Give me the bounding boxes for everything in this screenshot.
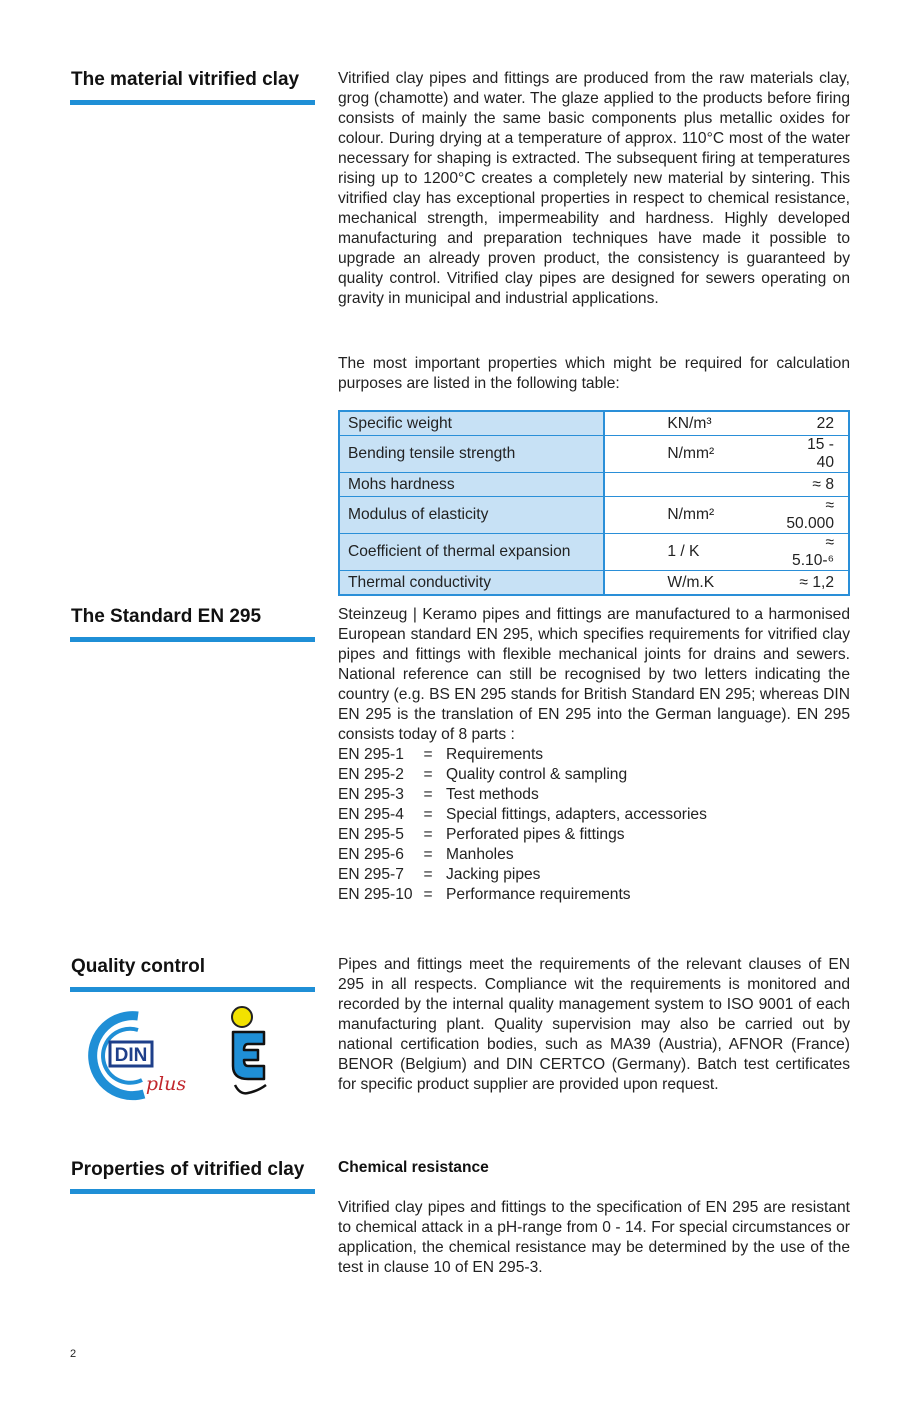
property-unit: N/mm² xyxy=(604,436,786,473)
property-value: ≈ 1,2 xyxy=(786,571,849,596)
property-unit: 1 / K xyxy=(604,534,786,571)
properties-table xyxy=(338,410,850,596)
part-equals: = xyxy=(423,766,433,783)
list-item xyxy=(338,885,707,905)
part-description: Jacking pipes xyxy=(446,866,541,883)
part-code: EN 295-4 xyxy=(338,806,404,823)
property-value: ≈ 50.000 xyxy=(786,497,849,534)
din-plus-logo xyxy=(86,1008,200,1104)
part-description: Performance requirements xyxy=(446,886,631,903)
part-description: Special fittings, adapters, accessories xyxy=(446,806,707,823)
part-description: Test methods xyxy=(446,786,539,803)
part-code: EN 295-7 xyxy=(338,866,404,883)
part-description: Perforated pipes & fittings xyxy=(446,826,625,843)
property-unit: W/m.K xyxy=(604,571,786,596)
en295-parts-list xyxy=(338,745,707,905)
part-equals: = xyxy=(423,806,433,823)
property-value: 15 - 40 xyxy=(786,436,849,473)
part-code: EN 295-10 xyxy=(338,886,413,903)
din-logo-script: plus xyxy=(145,1073,187,1095)
part-equals: = xyxy=(423,886,433,903)
property-unit: KN/m³ xyxy=(667,414,712,432)
list-item xyxy=(338,785,707,805)
heading-rule xyxy=(70,637,315,642)
certification-e-logo xyxy=(226,1005,272,1100)
list-item xyxy=(338,745,707,765)
heading-rule xyxy=(70,987,315,992)
section-heading-properties: Properties of vitrified clay xyxy=(71,1159,305,1180)
part-code: EN 295-1 xyxy=(338,746,404,763)
chemical-resistance-subheading: Chemical resistance xyxy=(338,1159,489,1176)
property-name: Coefficient of thermal expansion xyxy=(339,534,604,571)
section-heading-material: The material vitrified clay xyxy=(71,69,300,90)
part-equals: = xyxy=(423,826,433,843)
part-equals: = xyxy=(423,866,433,883)
part-code: EN 295-2 xyxy=(338,766,404,783)
property-value: ≈ 8 xyxy=(786,473,849,497)
property-value: ≈ 5.10-⁶ xyxy=(786,534,849,571)
list-item xyxy=(338,845,707,865)
part-equals: = xyxy=(423,846,433,863)
part-code: EN 295-6 xyxy=(338,846,404,863)
property-unit: N/mm² xyxy=(604,497,786,534)
part-code: EN 295-5 xyxy=(338,826,404,843)
table-row xyxy=(339,436,849,473)
part-code: EN 295-3 xyxy=(338,786,404,803)
property-name: Mohs hardness xyxy=(339,473,604,497)
page-number: 2 xyxy=(70,1348,77,1360)
list-item xyxy=(338,825,707,845)
part-description: Quality control & sampling xyxy=(446,766,628,783)
table-row xyxy=(339,534,849,571)
property-name: Specific weight xyxy=(339,411,604,436)
property-name: Modulus of elasticity xyxy=(339,497,604,534)
part-equals: = xyxy=(423,786,433,803)
property-name: Thermal conductivity xyxy=(339,571,604,596)
property-name: Bending tensile strength xyxy=(339,436,604,473)
section-heading-standard: The Standard EN 295 xyxy=(71,606,262,627)
table-row xyxy=(339,571,849,596)
property-unit xyxy=(604,473,786,497)
quality-paragraph: Pipes and fittings meet the requirements of the relevant clauses of EN 295 in all respects. Compliance wit the requirements is monitored and recorded by the internal quality management system to ISO 9001 of each manufacturing plant. Quality supervision may also be carried out by national certification bodies, such as MA39 (Austria), AFNOR (France) BENOR (Belgium) and DIN CERTCO (Germany). Batch test certificates for specific product supplier are provided upon request. xyxy=(338,956,850,1093)
table-row xyxy=(339,473,849,497)
heading-rule xyxy=(70,1189,315,1194)
table-row xyxy=(339,411,849,436)
part-description: Manholes xyxy=(446,846,514,863)
heading-rule xyxy=(70,100,315,105)
standard-paragraph: Steinzeug | Keramo pipes and fittings are manufactured to a harmonised European standard EN 295, which specifies requirements for vitrified clay pipes and fittings with flexible mechanical joints for drains and sewers. National reference can still be recognised by two letters indicating the country (e.g. BS EN 295 stands for British Standard EN 295; whereas DIN EN 295 is the translation of EN 295 into the German language). EN 295 consists today of 8 parts : xyxy=(338,606,850,743)
list-item xyxy=(338,765,707,785)
part-description: Requirements xyxy=(446,746,544,763)
list-item xyxy=(338,865,707,885)
material-paragraph: Vitrified clay pipes and fittings are produced from the raw materials clay, grog (chamotte) and water. The glaze applied to the products before firing consists of mainly the same basic components plus metallic oxides for colour. During drying at a temperature of approx. 110°C most of the water necessary for shaping is extracted. The subsequent firing at temperatures rising up to 1200°C creates a completely new material by sintering. This vitrified clay has exceptional properties in respect to chemical resistance, mechanical strength, impermeability and hardness. Highly developed manufacturing and preparation techniques have made it possible to upgrade an already proven product, the consistency is guaranteed by quality control. Vitrified clay pipes are designed for sewers operating on gravity in municipal and industrial applications. xyxy=(338,70,850,307)
part-equals: = xyxy=(423,746,433,763)
chemical-resistance-paragraph: Vitrified clay pipes and fittings to the specification of EN 295 are resistant to chemical attack in a pH-range from 0 - 14. For special circumstances or application, the chemical resistance may be determined by the use of the test in clause 10 of EN 295-3. xyxy=(338,1199,850,1276)
section-heading-quality: Quality control xyxy=(71,956,206,977)
property-value: 22 xyxy=(816,414,834,432)
din-logo-text: DIN xyxy=(114,1045,148,1066)
table-row xyxy=(339,497,849,534)
table-intro: The most important properties which might be required for calculation purposes are listed in the following table: xyxy=(338,355,850,392)
list-item xyxy=(338,805,707,825)
